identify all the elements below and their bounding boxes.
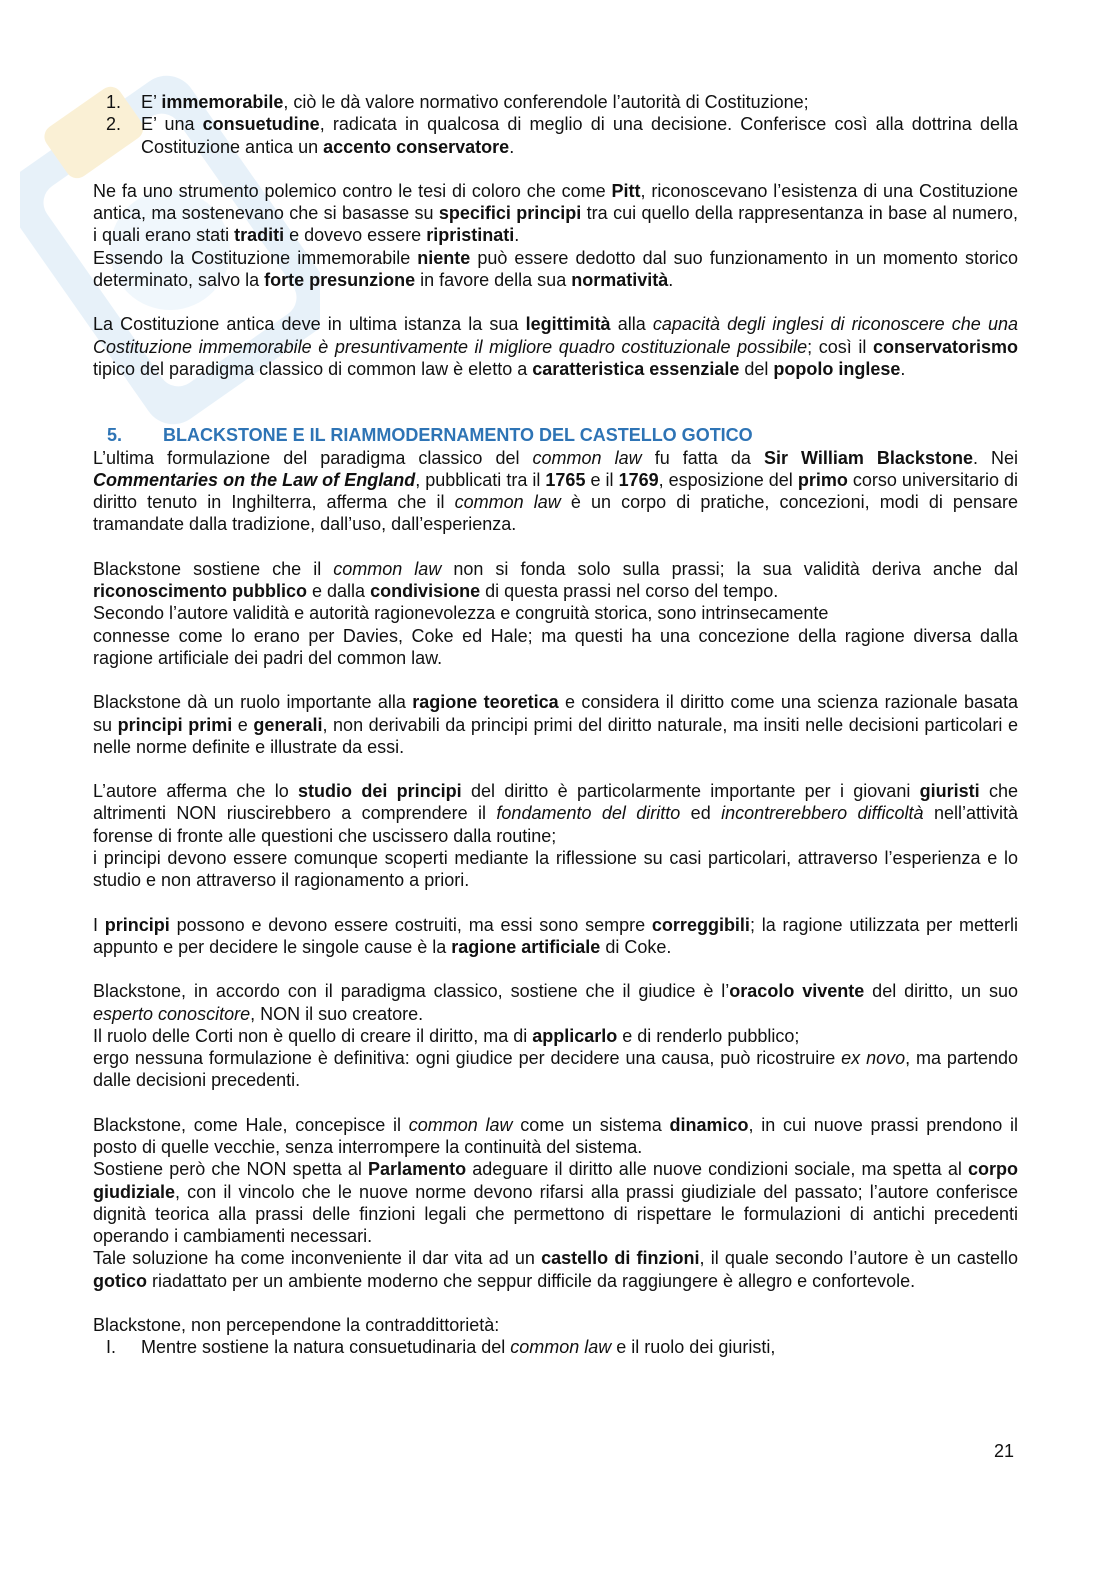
emphasis-text: accento conservatore — [323, 136, 510, 157]
emphasis-text: applicarlo — [532, 1025, 618, 1046]
paragraph: I principi possono e devono essere costruiti, ma essi sono sempre correggibili; la ragione utilizzata per metterli appunto e per decidere le singole cause è la ragione artificiale di Coke. — [93, 914, 1018, 957]
emphasis-text: principi primi — [117, 714, 233, 735]
emphasis-text: normatività — [571, 270, 669, 291]
paragraph: Essendo la Costituzione immemorabile niente può essere dedotto dal suo funzionamento in un momento storico determinato, salvo la forte presunzione in favore della sua normatività. — [93, 247, 1018, 291]
emphasis-text: immemorabile — [161, 92, 284, 112]
emphasis-text: common law — [454, 492, 561, 513]
document-page — [93, 91, 1018, 1359]
paragraph: Ne fa uno strumento polemico contro le tesi di coloro che come Pitt, riconoscevano l’esistenza di una Costituzione antica, ma sostenevano che si basasse su specifici principi tra cui quello della rappresentanza in base al numero, i quali erano stati traditi e dovevo essere ripristinati. — [93, 180, 1018, 246]
page-number: 21 — [994, 1441, 1015, 1461]
emphasis-text: ripristinati — [426, 225, 515, 246]
emphasis-text: traditi — [234, 225, 285, 246]
list-number: I. — [106, 1337, 117, 1358]
emphasis-text: forte presunzione — [264, 270, 416, 291]
emphasis-text: esperto conoscitore — [93, 1003, 251, 1024]
emphasis-text: generali — [253, 714, 323, 735]
paragraph: ergo nessuna formulazione è definitiva: ogni giudice per decidere una causa, può ricostruire ex novo, ma partendo dalle decisioni precedenti. — [93, 1048, 1018, 1091]
emphasis-text: specifici principi — [438, 203, 582, 224]
emphasis-text: principi — [104, 914, 170, 935]
emphasis-text: correggibili — [651, 914, 750, 935]
emphasis-text: ragione artificiale — [451, 936, 601, 957]
emphasis-text: ragione teoretica — [412, 692, 559, 713]
emphasis-text: niente — [417, 247, 471, 268]
emphasis-text: incontrerebbero difficoltà — [721, 803, 924, 824]
emphasis-text: Parlamento — [368, 1159, 467, 1180]
list-item: 1. E’ immemorabile, ciò le dà valore normativo conferendole l’autorità di Costituzione; — [106, 92, 809, 112]
paragraph: connesse come lo erano per Davies, Coke ed Hale; ma questi ha una concezione della ragione diversa dalla ragione artificiale dei padri del common law. — [93, 625, 1018, 668]
paragraph: La Costituzione antica deve in ultima istanza la sua legittimità alla capacità degli inglesi di riconoscere che una Costituzione immemorabile è presuntivamente il migliore quadro costituzionale possibile; così il conservatorismo tipico del paradigma classico di common law è eletto a caratteristica essenziale del popolo inglese. — [93, 314, 1018, 379]
emphasis-text: corpo giudiziale — [93, 1159, 1018, 1202]
paragraph: L’autore afferma che lo studio dei principi del diritto è particolarmente importante per i giovani giuristi che altrimenti NON riuscirebbero a comprendere il fondamento del diritto ed incontrerebbero difficoltà nell’attività forense di fronte alle questioni che uscissero dalla routine; — [93, 781, 1018, 846]
emphasis-text: 1765 — [545, 469, 586, 490]
list-item: 2. E’ una consuetudine, radicata in qualcosa di meglio di una decisione. Conferisce così alla dottrina della Costituzione antica un accento conservatore. — [106, 114, 1018, 157]
emphasis-text: Commentaries on the Law of England — [93, 469, 416, 490]
emphasis-text: condivisione — [370, 581, 481, 602]
emphasis-text: legittimità — [525, 314, 611, 335]
emphasis-text: giuristi — [919, 781, 980, 802]
paragraph: i principi devono essere comunque scoperti mediante la riflessione su casi particolari, attraverso l’esperienza e lo studio e non attraverso il ragionamento a priori. — [93, 848, 1018, 891]
paragraph: Blackstone, in accordo con il paradigma classico, sostiene che il giudice è l’oracolo vivente del diritto, un suo esperto conoscitore, NON il suo creatore. — [93, 981, 1019, 1024]
emphasis-text: dinamico — [669, 1114, 749, 1135]
paragraph: Blackstone dà un ruolo importante alla ragione teoretica e considera il diritto come una scienza razionale basata su principi primi e generali, non derivabili da principi primi del diritto naturale, ma insiti nelle decisioni particolari e nelle norme definite e illustrate da essi. — [93, 692, 1019, 757]
paragraph: Blackstone, come Hale, concepisce il common law come un sistema dinamico, in cui nuove prassi prendono il posto di quelle vecchie, senza interrompere la continuità del sistema. — [93, 1114, 1018, 1157]
emphasis-text: common law — [333, 558, 442, 579]
paragraph: Tale soluzione ha come inconveniente il dar vita ad un castello di finzioni, il quale secondo l’autore è un castello gotico riadattato per un ambiente moderno che seppur difficile da raggiungere è allegro e confortevole. — [93, 1248, 1019, 1291]
emphasis-text: ex novo — [841, 1048, 906, 1069]
list-item: I. Mentre sostiene la natura consuetudinaria del common law e il ruolo dei giuristi, — [106, 1337, 776, 1358]
emphasis-text: primo — [797, 469, 848, 490]
emphasis-text: oracolo vivente — [729, 981, 865, 1002]
emphasis-text: capacità degli inglesi di riconoscere che una Costituzione immemorabile è presuntivamente il migliore quadro costituzionale possibile — [93, 314, 1018, 357]
emphasis-text: caratteristica essenziale — [532, 358, 740, 379]
emphasis-text: fondamento del diritto — [496, 803, 681, 824]
numbered-list-1 — [93, 91, 1018, 158]
emphasis-text: gotico — [93, 1270, 147, 1291]
roman-list — [93, 1336, 1018, 1358]
emphasis-text: 1769 — [618, 469, 659, 490]
emphasis-text: common law — [510, 1337, 612, 1358]
list-number: 1. — [106, 92, 122, 112]
paragraph: Sostiene però che NON spetta al Parlamento adeguare il diritto alle nuove condizioni sociale, ma spetta al corpo giudiziale, con il vincolo che le nuove norme devono rifarsi alla prassi giudiziale del passato; l’autore conferisce dignità teorica alla prassi delle finzioni legali che permettono di rispettare le formulazioni di antichi precedenti operando i cambiamenti necessari. — [93, 1159, 1018, 1247]
paragraph: Blackstone sostiene che il common law non si fonda solo sulla prassi; la sua validità deriva anche dal riconoscimento pubblico e dalla condivisione di questa prassi nel corso del tempo. — [93, 558, 1018, 602]
section-title: BLACKSTONE E IL RIAMMODERNAMENTO DEL CASTELLO GOTICO — [163, 425, 753, 446]
emphasis-text: riconoscimento pubblico — [93, 581, 308, 602]
paragraph-line: Secondo l’autore validità e autorità ragionevolezza e congruità storica, sono intrinsecamente — [93, 603, 829, 624]
emphasis-text: Sir William Blackstone — [763, 447, 973, 468]
emphasis-text: Pitt — [611, 180, 641, 201]
section-heading — [93, 424, 1018, 446]
emphasis-text: castello di finzioni — [541, 1248, 700, 1269]
section-number: 5. — [107, 425, 123, 446]
emphasis-text: consuetudine — [202, 114, 320, 135]
emphasis-text: common law — [532, 447, 642, 468]
emphasis-text: popolo inglese — [773, 358, 901, 379]
emphasis-text: common law — [408, 1114, 513, 1135]
emphasis-text: studio dei principi — [298, 781, 462, 802]
paragraph: Blackstone, non percependone la contraddittorietà: — [93, 1315, 500, 1336]
paragraph: L’ultima formulazione del paradigma classico del common law fu fatta da Sir William Blackstone. Nei Commentaries on the Law of England, pubblicati tra il 1765 e il 1769, esposizione del primo corso universitario di diritto tenuto in Inghilterra, afferma che il common law è un corpo di pratiche, concezioni, modi di pensare tramandate dalla tradizione, dall’uso, dall’esperienza. — [93, 447, 1019, 535]
paragraph: Il ruolo delle Corti non è quello di creare il diritto, ma di applicarlo e di renderlo pubblico; — [93, 1025, 800, 1046]
emphasis-text: conservatorismo — [872, 336, 1018, 357]
list-number: 2. — [106, 114, 122, 135]
